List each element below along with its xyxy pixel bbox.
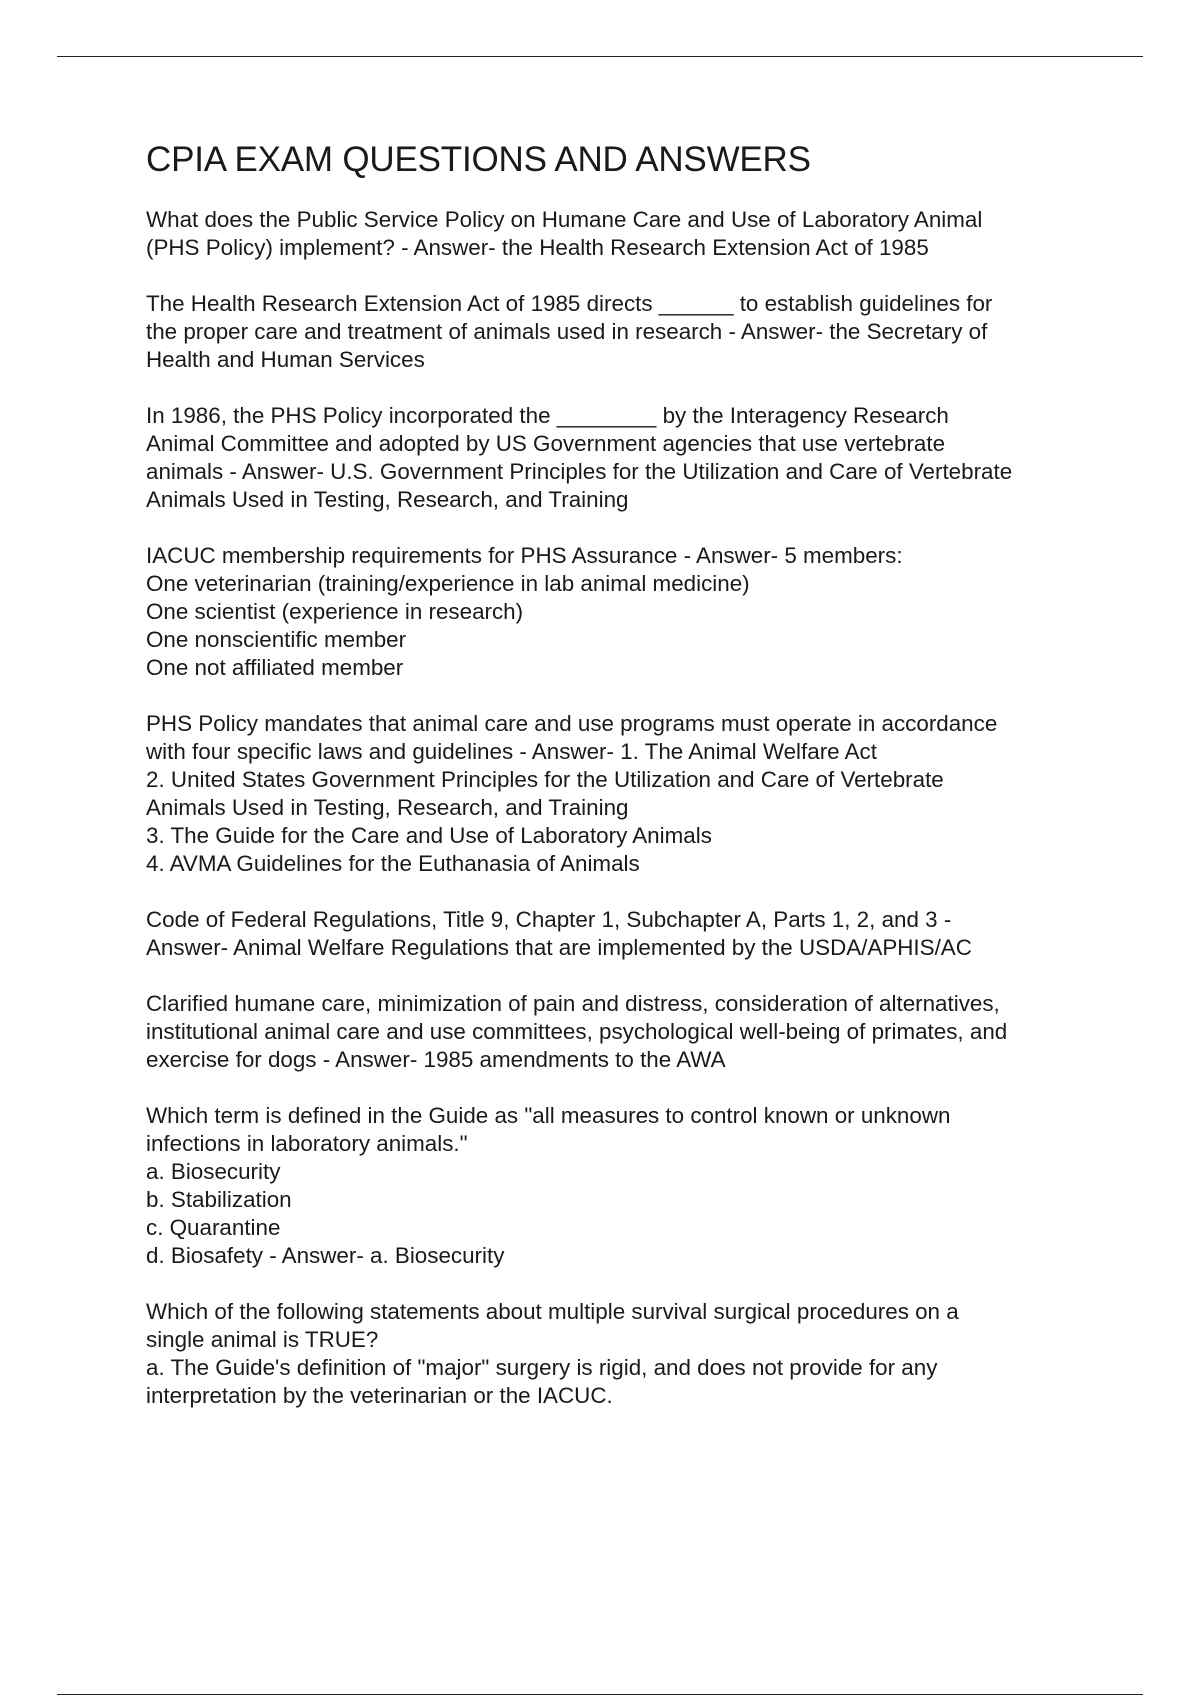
qa-entry-6: Code of Federal Regulations, Title 9, Chapter 1, Subchapter A, Parts 1, 2, and 3 - Answer- Animal Welfare Regulations that are implemented by the USDA/APHIS/AC <box>146 907 972 960</box>
qa-entry-8: Which term is defined in the Guide as "all measures to control known or unknown infections in laboratory animals." a. Biosecurity b. Stabilization c. Quarantine d. Biosafety - Answer- a. Biosecurity <box>146 1103 951 1268</box>
document-body <box>146 140 1106 1438</box>
qa-entry-5: PHS Policy mandates that animal care and use programs must operate in accordance with four specific laws and guidelines - Answer- 1. The Animal Welfare Act 2. United States Government Principles for the Utilization and Care of Vertebrate Animals Used in Testing, Research, and Training 3. The Guide for the Care and Use of Laboratory Animals 4. AVMA Guidelines for the Euthanasia of Animals <box>146 711 998 876</box>
top-divider <box>57 56 1143 57</box>
qa-entry-3: In 1986, the PHS Policy incorporated the ________ by the Interagency Research Animal Committee and adopted by US Government agencies that use vertebrate animals - Answer- U.S. Government Principles for the Utilization and Care of Vertebrate Animals Used in Testing, Research, and Training <box>146 403 1013 512</box>
document-title: CPIA EXAM QUESTIONS AND ANSWERS <box>146 140 811 179</box>
qa-entry-4: IACUC membership requirements for PHS Assurance - Answer- 5 members: One veterinarian (training/experience in lab animal medicine) One scientist (experience in research) One nonscientific member One not affiliated member <box>146 543 903 680</box>
qa-entry-9: Which of the following statements about multiple survival surgical procedures on a single animal is TRUE? a. The Guide's definition of "major" surgery is rigid, and does not provide for any interpretation by the veterinarian or the IACUC. <box>146 1299 959 1408</box>
qa-entry-7: Clarified humane care, minimization of pain and distress, consideration of alternatives, institutional animal care and use committees, psychological well-being of primates, and exercise for dogs - Answer- 1985 amendments to the AWA <box>146 991 1008 1072</box>
qa-entry-1: What does the Public Service Policy on Humane Care and Use of Laboratory Animal (PHS Policy) implement? - Answer- the Health Research Extension Act of 1985 <box>146 207 983 260</box>
qa-entry-2: The Health Research Extension Act of 1985 directs ______ to establish guidelines for the proper care and treatment of animals used in research - Answer- the Secretary of Health and Human Services <box>146 291 993 372</box>
bottom-divider <box>57 1694 1143 1695</box>
